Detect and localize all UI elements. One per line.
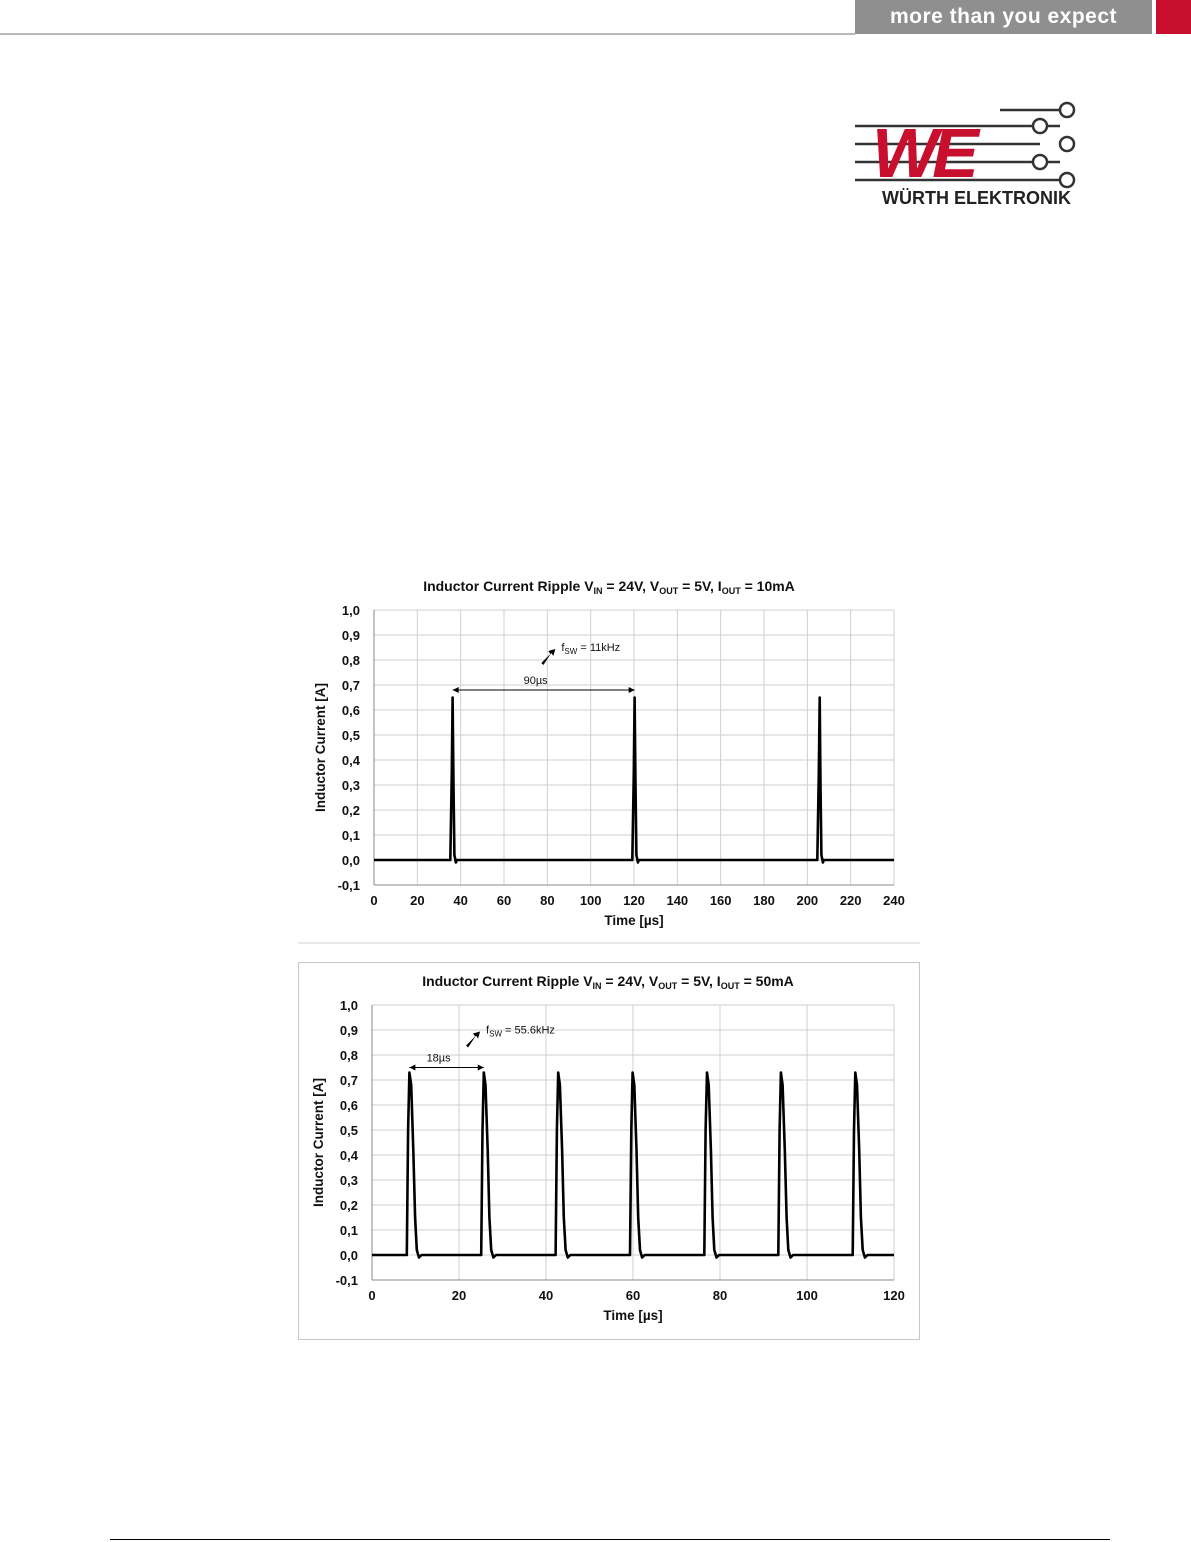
x-tick-label: 40 <box>453 893 468 908</box>
y-tick-label: 0,8 <box>339 1048 358 1063</box>
y-tick-label: 0,1 <box>341 828 360 843</box>
x-tick-label: 20 <box>451 1288 467 1303</box>
x-tick-label: 120 <box>623 893 645 908</box>
x-tick-label: 60 <box>625 1288 641 1303</box>
y-tick-label: 0,0 <box>339 1248 358 1263</box>
x-tick-label: 100 <box>579 893 602 908</box>
x-tick-label: 220 <box>839 893 862 908</box>
header-rule <box>0 33 855 35</box>
frequency-label: $f_{SW} = 11kHz$ <box>561 642 621 656</box>
y-tick-label: 0,8 <box>341 653 360 668</box>
chart-50ma <box>298 962 920 1340</box>
frequency-label: $f_{SW} = 55.6kHz$ <box>486 1024 555 1039</box>
wurth-elektronik-logo <box>850 100 1090 208</box>
y-tick-label: 0,7 <box>339 1073 358 1088</box>
chart-title: Inductor Current Ripple $V_{IN} = 24V$, $V_{OUT} = 5V$, $I_{OUT} = 50mA$ <box>422 973 794 991</box>
x-tick-label: 100 <box>796 1288 818 1303</box>
y-tick-label: 1,0 <box>339 998 358 1013</box>
y-tick-label: 0,2 <box>341 803 360 818</box>
x-tick-label: 120 <box>883 1288 905 1303</box>
x-tick-label: 180 <box>753 893 775 908</box>
x-axis-label: Time [µs] <box>604 913 664 928</box>
y-tick-label: -0,1 <box>335 1273 358 1288</box>
period-arrowhead-left <box>453 687 459 693</box>
y-tick-label: 0,4 <box>339 1148 358 1163</box>
y-axis-label: Inductor Current [A] <box>311 1078 326 1207</box>
y-tick-label: 0,3 <box>339 1173 358 1188</box>
y-tick-label: -0,1 <box>337 878 360 893</box>
x-tick-label: 80 <box>712 1288 728 1303</box>
x-axis-label: Time [µs] <box>603 1308 663 1323</box>
period-arrowhead-left <box>409 1065 415 1071</box>
y-tick-label: 0,5 <box>341 728 360 743</box>
y-axis-label: Inductor Current [A] <box>313 683 328 812</box>
x-tick-label: 200 <box>796 893 819 908</box>
footer-rule <box>110 1539 1110 1540</box>
y-tick-label: 0,1 <box>339 1223 358 1238</box>
y-tick-label: 0,6 <box>339 1098 358 1113</box>
logo-brand-text: WÜRTH ELEKTRONIK <box>882 188 1071 208</box>
frequency-arrow-icon <box>466 1032 480 1048</box>
x-tick-label: 240 <box>883 893 905 908</box>
chart-50ma-svg <box>298 962 920 1340</box>
period-label: 18µs <box>426 1052 451 1065</box>
y-tick-label: 0,9 <box>341 628 360 643</box>
x-tick-label: 60 <box>496 893 512 908</box>
period-label: 90µs <box>523 675 548 687</box>
y-tick-label: 1,0 <box>341 603 360 618</box>
x-tick-label: 140 <box>666 893 689 908</box>
y-tick-label: 0,7 <box>341 678 360 693</box>
x-tick-label: 40 <box>538 1288 554 1303</box>
y-tick-label: 0,6 <box>341 703 360 718</box>
y-tick-label: 0,3 <box>341 778 360 793</box>
period-arrowhead-right <box>478 1065 484 1071</box>
y-tick-label: 0,4 <box>341 753 360 768</box>
x-tick-label: 0 <box>370 893 378 908</box>
chart-title: Inductor Current Ripple $V_{IN} = 24V$, $V_{OUT} = 5V$, $I_{OUT} = 10mA$ <box>423 578 795 596</box>
y-tick-label: 0,2 <box>339 1198 358 1213</box>
frequency-arrow-icon <box>541 649 555 665</box>
y-tick-label: 0,0 <box>341 853 360 868</box>
x-tick-label: 80 <box>540 893 555 908</box>
chart-10ma <box>300 567 920 945</box>
x-tick-label: 160 <box>709 893 732 908</box>
slogan-text: more than you expect <box>889 5 1118 28</box>
y-tick-label: 0,9 <box>339 1023 358 1038</box>
brand-accent-block <box>1156 0 1191 34</box>
chart-separator <box>298 942 920 944</box>
x-tick-label: 0 <box>368 1288 376 1303</box>
chart-10ma-svg <box>300 567 920 945</box>
logo-we-letters: WE <box>872 114 973 192</box>
slogan-banner <box>855 0 1152 34</box>
y-tick-label: 0,5 <box>339 1123 358 1138</box>
chart-frame <box>299 963 920 1340</box>
x-tick-label: 20 <box>410 893 425 908</box>
